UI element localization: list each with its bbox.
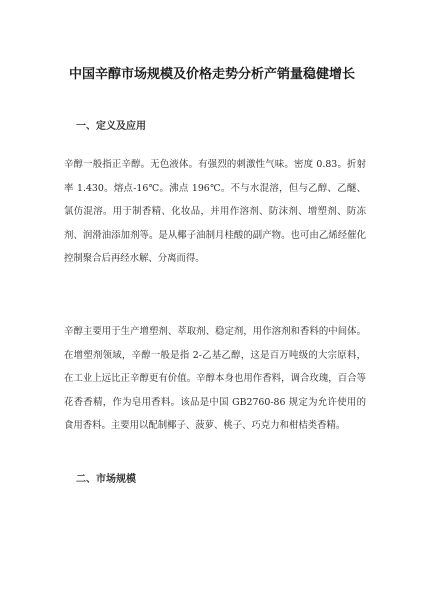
document-title: 中国辛醇市场规模及价格走势分析产销量稳健增长 — [68, 67, 355, 82]
section-heading-definition: 一、定义及应用 — [76, 121, 146, 132]
section-heading-market-size: 二、市场规模 — [76, 474, 136, 485]
paragraph-definition: 辛醇一般指正辛醇。无色液体。有强烈的刺激性气味。密度 0.83。折射率 1.430。熔点-16℃。沸点 196℃。不与水混溶，但与乙醇、乙醚、氯仿混溶。用于制香精、化妆品，并用作溶剂、防沫剂、增塑剂、防冻剂、润滑油添加剂等。是从椰子油制月桂酸的副产物。也可由乙烯经催化控制聚合后再经水解、分离而得。 — [64, 159, 366, 264]
paragraph-application: 辛醇主要用于生产增塑剂、萃取剂、稳定剂，用作溶剂和香料的中间体。在增塑剂领域，辛醇一般是指 2-乙基乙醇，这是百万吨级的大宗原料，在工业上远比正辛醇更有价值。辛醇本身也用作香料，调合玫瑰，百合等花香香精，作为皂用香料。该品是中国 GB2760-86 规定为允许使用的食用香料。主要用以配制椰子、菠萝、桃子、巧克力和柑桔类香精。 — [64, 326, 366, 431]
